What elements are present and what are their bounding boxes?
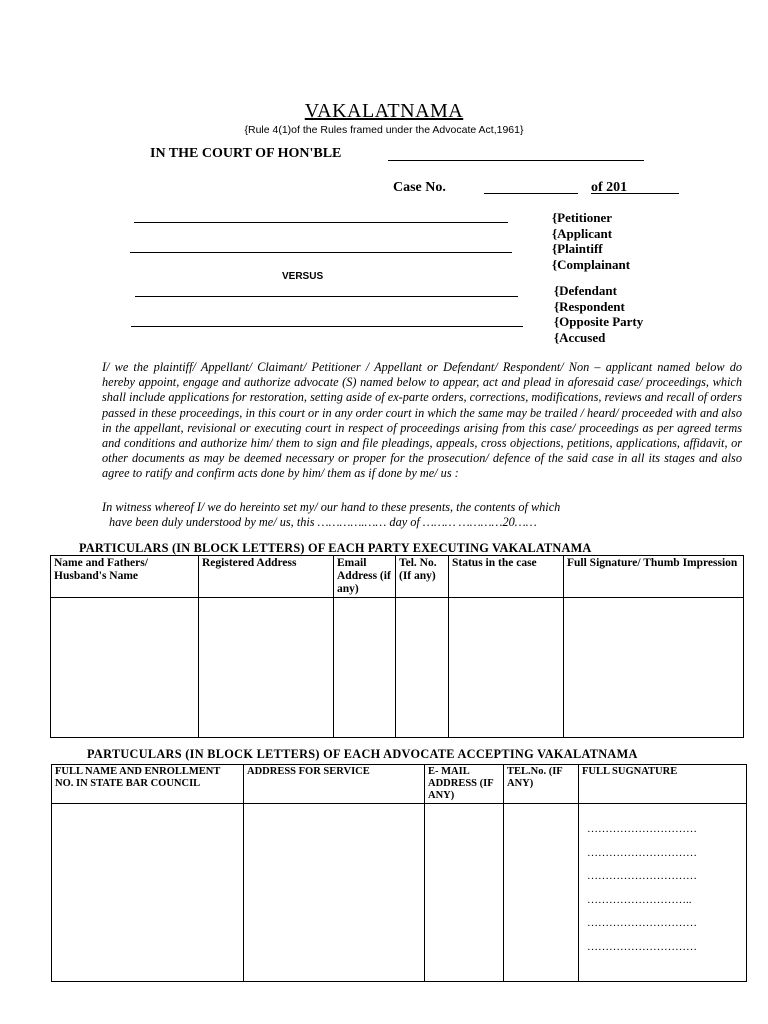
signature-line: ………………………… — [587, 870, 697, 882]
advocate-signature-cell[interactable] — [579, 804, 747, 982]
party-particulars-table — [50, 555, 744, 738]
court-name-blank — [388, 160, 644, 161]
party-b-roles — [554, 283, 643, 345]
col-advocate-email: E- MAIL ADDRESS (IF ANY) — [425, 765, 504, 804]
party-name-cell[interactable] — [51, 598, 199, 738]
col-advocate-signature: FULL SUGNATURE — [579, 765, 747, 804]
signature-lines — [587, 818, 746, 959]
document-title: VAKALATNAMA — [304, 100, 464, 122]
advocate-name-cell[interactable] — [52, 804, 244, 982]
col-status: Status in the case — [449, 556, 564, 598]
col-signature: Full Signature/ Thumb Impression — [564, 556, 744, 598]
party-tel-cell[interactable] — [396, 598, 449, 738]
court-label: IN THE COURT OF HON'BLE — [150, 146, 342, 161]
advocate-table-heading: PARTUCULARS (IN BLOCK LETTERS) OF EACH ADVOCATE ACCEPTING VAKALATNAMA — [87, 747, 638, 761]
col-advocate-name: FULL NAME AND ENROLLMENT NO. IN STATE BAR COUNCIL — [52, 765, 244, 804]
signature-line: ………………………… — [587, 823, 697, 835]
col-email-address: Email Address (if any) — [334, 556, 396, 598]
party-address-cell[interactable] — [199, 598, 334, 738]
party-signature-cell[interactable] — [564, 598, 744, 738]
party-b-name-line-2 — [131, 326, 523, 327]
col-service-address: ADDRESS FOR SERVICE — [244, 765, 425, 804]
signature-line: ……………………….. — [587, 893, 692, 906]
role-accused: {Accused — [554, 329, 606, 345]
col-tel-no: Tel. No. (If any) — [396, 556, 449, 598]
party-status-cell[interactable] — [449, 598, 564, 738]
col-registered-address: Registered Address — [199, 556, 334, 598]
witness-clause — [102, 500, 742, 530]
case-year-label: of 201 — [591, 180, 628, 195]
col-advocate-tel: TEL.No. (IF ANY) — [504, 765, 579, 804]
witness-line-1: In witness whereof I/ we do hereinto set my/ our hand to these presents, the contents of which — [102, 500, 561, 514]
role-opposite-party: {Opposite Party — [554, 314, 644, 329]
advocate-address-cell[interactable] — [244, 804, 425, 982]
role-complainant: {Complainant — [552, 256, 631, 272]
party-a-roles — [552, 210, 630, 272]
signature-line: ………………………… — [587, 940, 697, 953]
party-table-heading: PARTICULARS (IN BLOCK LETTERS) OF EACH PARTY EXECUTING VAKALATNAMA — [79, 541, 592, 555]
party-a-name-line-2 — [130, 252, 512, 253]
advocate-table-entry-row — [52, 804, 747, 982]
role-respondent: {Respondent — [554, 298, 625, 314]
document-subtitle: {Rule 4(1)of the Rules framed under the Advocate Act,1961} — [244, 124, 524, 136]
party-a-name-line-1 — [134, 222, 508, 223]
advocate-table-header-row — [52, 765, 747, 804]
party-table-entry-row — [51, 598, 744, 738]
witness-line-2: have been duly understood by me/ us, this ………….…… day of ……… …………20…… — [109, 515, 537, 530]
advocate-particulars-table — [51, 764, 747, 982]
signature-line: ………………………… — [587, 846, 697, 859]
signature-line: ………………………… — [587, 917, 697, 929]
role-petitioner: {Petitioner — [552, 210, 612, 225]
role-applicant: {Applicant — [552, 225, 613, 241]
authorization-paragraph: I/ we the plaintiff/ Appellant/ Claimant/ Petitioner / Appellant or Defendant/ Respondent/ Non – applicant named below do hereby appoint, engage and authorize advocate (S) named below to appear, act and plead in aforesaid case/ proceedings, which shall include applications for restoration, setting aside of ex-parte orders, corrections, modifications, reviews and recall of orders passed in these proceedings, in this court or in any order court in which the same may be trailed / heard/ proceeded with and also in the appellant, revisional or executing court in respect of proceedings arising from this case/ proceedings as per agreed terms and conditions and authorize him/ them to sign and file pleadings, appeals, cross objections, petitions, applications, affidavit, or other documents as may be deemed necessary or proper for the prosecution/ defence of the said case in all its stages and also agree to ratify and confirm acts done by him/ them as if done by me/ us : — [102, 360, 742, 481]
col-party-name: Name and Fathers/ Husband's Name — [51, 556, 199, 598]
role-plaintiff: {Plaintiff — [552, 241, 603, 256]
party-b-name-line-1 — [135, 296, 518, 297]
versus-label: VERSUS — [282, 271, 324, 282]
case-year-blank — [591, 193, 679, 194]
advocate-tel-cell[interactable] — [504, 804, 579, 982]
party-email-cell[interactable] — [334, 598, 396, 738]
role-defendant: {Defendant — [554, 283, 617, 298]
party-table-header-row — [51, 556, 744, 598]
advocate-email-cell[interactable] — [425, 804, 504, 982]
case-number-blank — [484, 193, 578, 194]
case-number-label: Case No. — [393, 180, 446, 195]
